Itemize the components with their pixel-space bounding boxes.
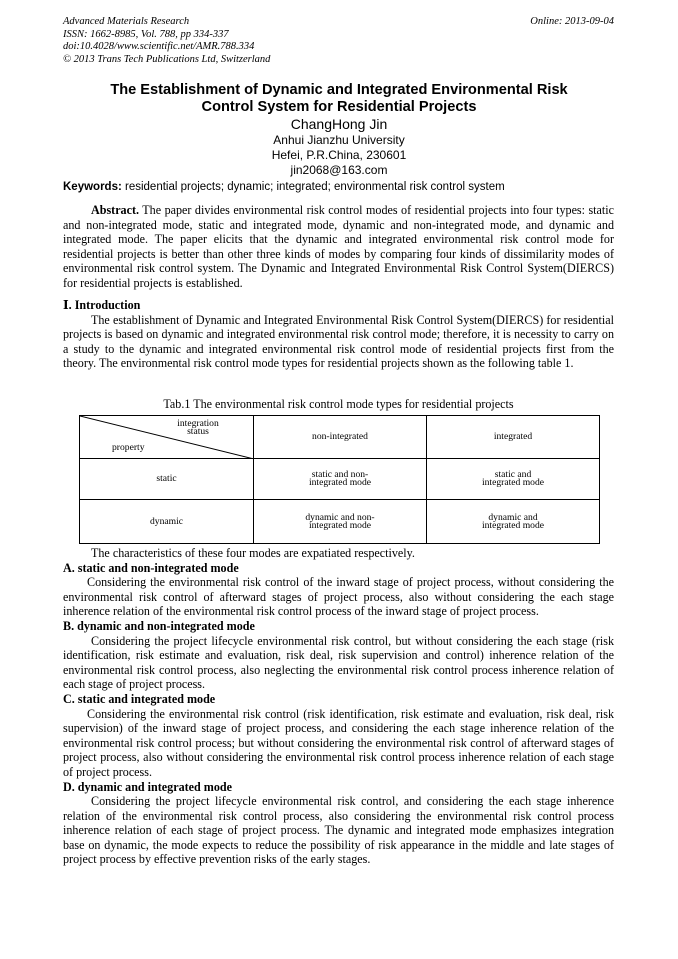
table-header-row [80,416,600,459]
after-table-text: The characteristics of these four modes are expatiated respectively. [91,546,415,560]
corner-top-label [158,420,238,436]
online-date: Online: 2013-09-04 [530,16,614,27]
section-c-heading: C. static and integrated mode [63,691,216,706]
cell-line: integrated mode [481,477,545,488]
author-address: Hefei, P.R.China, 230601 [271,148,407,162]
section-b-text: Considering the project lifecycle environmental risk control, but without considering the each stage (risk identification, risk estimate and evaluation, risk deal, risk supervision and control) inherence relation of the environmental risk control process, also neglecting the environmental risk control process inherence relation of each stage of project process. [63,633,614,692]
section-a-heading: A. static and non-integrated mode [63,560,239,575]
title-line-2: Control System for Residential Projects [201,99,477,115]
abstract-label: Abstract. [91,203,140,217]
doi-line: doi:10.4028/www.scientific.net/AMR.788.334 [63,41,255,52]
section-a-text: Considering the environmental risk control of the inward stage of project process, without considering the environmental risk control of afterward stages of project process, also without considering the each stage inherence relation of the environmental risk control process of the inward stage of project process. [63,575,614,619]
cell-line: dynamic and non- [305,511,375,523]
keywords-text: residential projects; dynamic; integrated; environmental risk control system [125,181,505,193]
section-b-heading: B. dynamic and non-integrated mode [63,618,255,633]
author-block [63,116,615,178]
col-header-integrated: integrated [427,416,600,459]
author-name: ChangHong Jin [290,116,388,132]
keywords [63,180,615,194]
journal-name: Advanced Materials Research [63,16,190,27]
introduction-text: The establishment of Dynamic and Integrated Environmental Risk Control System(DIERCS) for residential projects is based on dynamic and integrated environmental risk control mode; therefore, it is necessity to carry on a study to the dynamic and integrated environmental risk control mode of residential projects first from the theory. The environmental risk control mode types for residential projects shown as the following table 1. [63,312,614,371]
corner-top-line-1: integration [177,418,219,429]
section-d-heading: D. dynamic and integrated mode [63,779,232,794]
cell-line: integrated mode [308,477,372,488]
title-line-1: The Establishment of Dynamic and Integrated Environmental Risk [110,82,568,98]
cell-line: integrated mode [481,519,545,531]
copyright-line: © 2013 Trans Tech Publications Ltd, Switzerland [63,53,271,65]
abstract-text: The paper divides environmental risk control modes of residential projects into four types: static and non-integrated mode, static and integrated mode, dynamic and non-integrated mode, and dynamic and integrated mode. The paper elicits that the dynamic and integrated environmental risk control mode for residential projects is better than other three kinds of modes by comparing four kinds of dissimilarity modes of environmental risk control system. The Dynamic and Integrated Environmental Risk Control System(DIERCS) for residential projects is established. [63,203,614,290]
cell-static-integrated [427,459,600,500]
table-row-static [80,459,600,500]
table-caption: Tab.1 The environmental risk control mode types for residential projects [163,397,514,411]
author-email: jin2068@163.com [290,163,388,177]
table-row-dynamic [80,500,600,544]
abstract [63,203,614,291]
row-label-static: static [80,459,254,500]
introduction-heading: Ⅰ. Introduction [63,298,141,312]
corner-top-line-2: status [187,426,209,437]
cell-line: static and [494,469,532,480]
cell-line: static and non- [311,469,369,480]
corner-bottom-label: property [112,442,145,453]
introduction-section [63,298,614,371]
mode-table [79,415,600,544]
section-c-text: Considering the environmental risk control (risk identification, risk estimate and evaluation, risk deal, risk supervision) of the inward stage of project process, and considering the each stage inherence relation of the environmental risk control process; but without considering the environmental risk control of afterward stages of project process, also without considering the environmental risk control process inherence relation of each stage of project process. [63,706,614,779]
col-header-non-integrated: non-integrated [254,416,427,459]
modes-description [63,546,614,867]
author-university: Anhui Jianzhu University [273,133,405,147]
cell-dynamic-non-integrated [254,500,427,544]
table-corner-cell [80,416,254,459]
running-header [63,16,270,66]
row-label-dynamic: dynamic [80,500,254,544]
cell-static-non-integrated [254,459,427,500]
paper-title [63,82,615,116]
cell-line: dynamic and [488,511,538,523]
keywords-label: Keywords: [63,181,122,193]
section-d-text: Considering the project lifecycle environmental risk control, and considering the each stage inherence relation of the environmental risk control process, also considering the environmental risk control process inherence relation of each stage of project process. The dynamic and integrated mode emphasizes integration base on dynamic, the mode expects to reduce the possibility of risk appearance in the middle and late stages of project process by effective prevention risks of the early stages. [63,794,614,867]
cell-line: integrated mode [308,519,372,531]
cell-dynamic-integrated [427,500,600,544]
issn-line: ISSN: 1662-8985, Vol. 788, pp 334-337 [63,28,229,40]
